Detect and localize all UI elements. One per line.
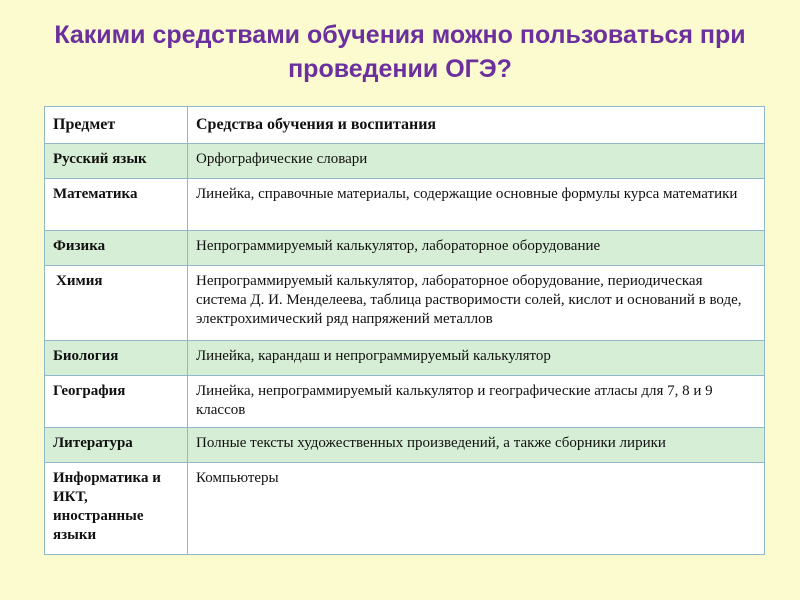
table-header-row [45, 107, 765, 144]
table-row [45, 341, 765, 376]
table-row [45, 266, 765, 341]
tools-cell: Линейка, карандаш и непрограммируемый калькулятор [188, 341, 765, 376]
tools-cell: Линейка, непрограммируемый калькулятор и географические атласы для 7, 8 и 9 классов [188, 376, 765, 428]
subject-cell: Химия [45, 266, 188, 341]
table-row [45, 144, 765, 179]
tools-cell: Непрограммируемый калькулятор, лабораторное оборудование [188, 231, 765, 266]
subject-cell: Математика [45, 179, 188, 231]
subject-cell: Физика [45, 231, 188, 266]
header-tools: Средства обучения и воспитания [188, 107, 765, 144]
page-title: Какими средствами обучения можно пользоваться при проведении ОГЭ? [54, 21, 746, 83]
table-row [45, 231, 765, 266]
tools-cell: Непрограммируемый калькулятор, лабораторное оборудование, периодическая система Д. И. Менделеева, таблица растворимости солей, кислот и оснований в воде, электрохимический ряд напряжений металлов [188, 266, 765, 341]
subject-cell: Русский язык [45, 144, 188, 179]
table-row [45, 463, 765, 555]
subject-cell: География [45, 376, 188, 428]
table-row [45, 428, 765, 463]
subject-cell: Биология [45, 341, 188, 376]
tools-cell: Линейка, справочные материалы, содержащие основные формулы курса математики [188, 179, 765, 231]
tools-cell: Компьютеры [188, 463, 765, 555]
header-subject: Предмет [45, 107, 188, 144]
subject-cell: Литература [45, 428, 188, 463]
tools-cell: Полные тексты художественных произведений, а также сборники лирики [188, 428, 765, 463]
subject-cell: Информатика и ИКТ, иностранные языки [45, 463, 188, 555]
table-row [45, 376, 765, 428]
exam-tools-table [44, 106, 765, 555]
tools-cell: Орфографические словари [188, 144, 765, 179]
table-row [45, 179, 765, 231]
